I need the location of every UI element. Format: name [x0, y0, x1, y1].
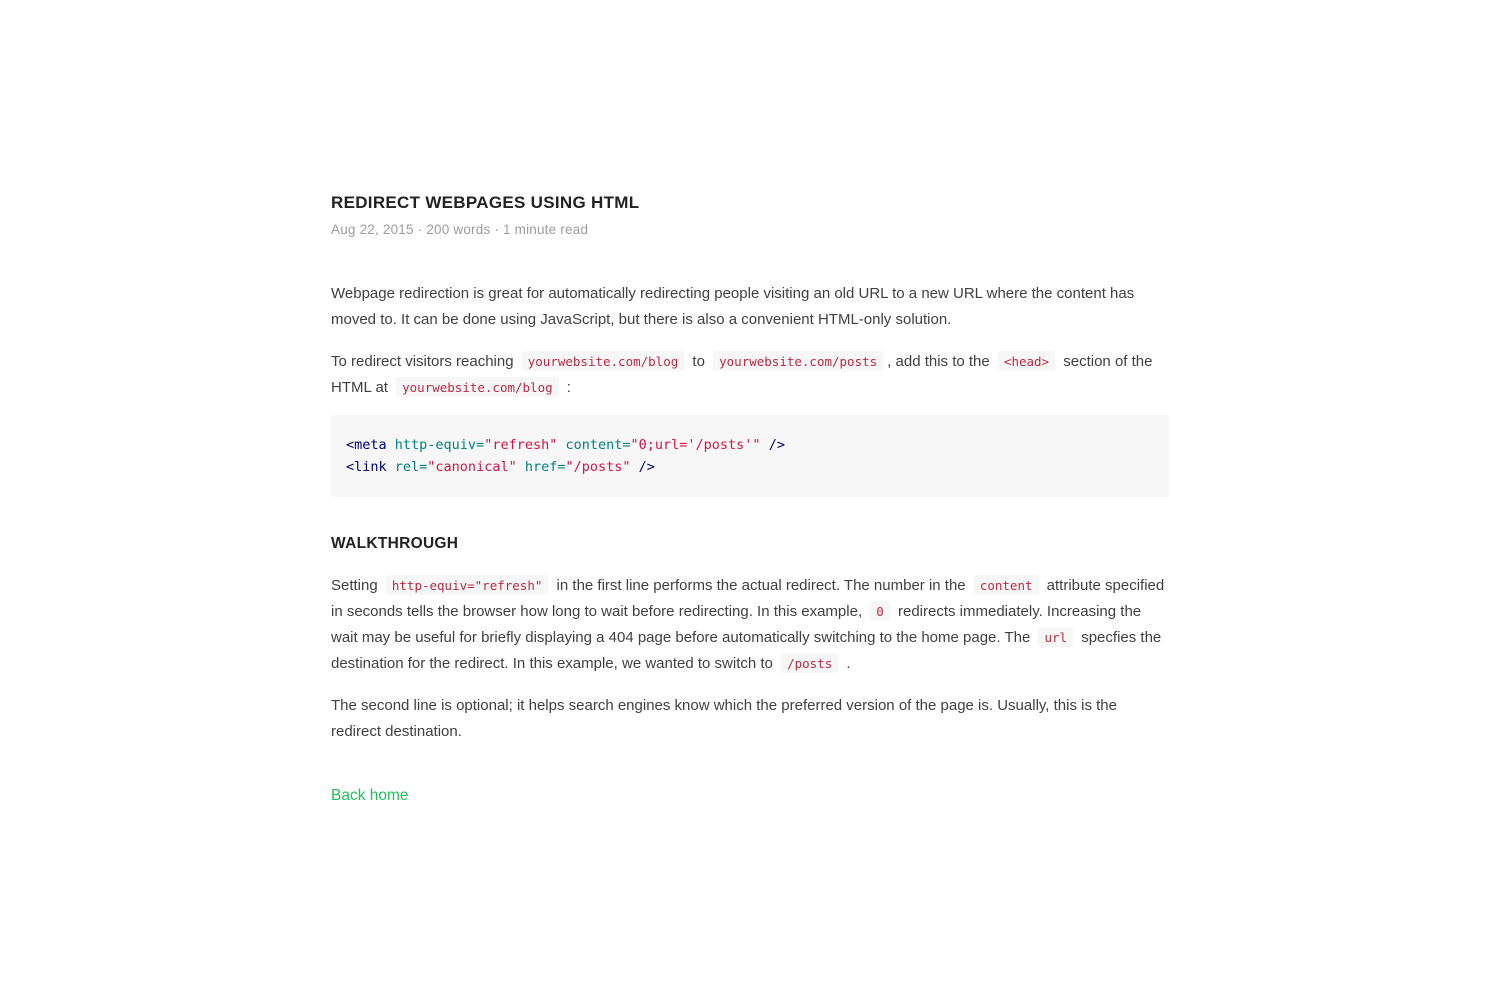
code-line: <link rel="canonical" href="/posts" />: [346, 459, 655, 475]
instruction-paragraph: To redirect visitors reaching yourwebsite.com/blog to yourwebsite.com/posts , add this to the <head> section of the HTML at yourwebsite.com/blog :: [331, 353, 1153, 396]
inline-code: http-equiv="refresh": [386, 575, 549, 595]
inline-code: url: [1038, 627, 1073, 647]
walkthrough-paragraph-2: The second line is optional; it helps search engines know which the preferred version of the page is. Usually, this is the redirect destination.: [331, 697, 1117, 740]
inline-code: /posts: [781, 653, 838, 673]
inline-code: yourwebsite.com/blog: [396, 377, 559, 397]
back-home-link[interactable]: Back home: [331, 787, 409, 804]
post-meta: Aug 22, 2015 · 200 words · 1 minute read: [331, 222, 589, 237]
post-title: REDIRECT WEBPAGES USING HTML: [331, 193, 640, 212]
inline-code: yourwebsite.com/blog: [522, 351, 685, 371]
article-page: [331, 0, 1169, 805]
code-block: [331, 415, 1169, 497]
inline-code: <head>: [998, 351, 1055, 371]
code-line: <meta http-equiv="refresh" content="0;url='/posts'" />: [346, 437, 785, 453]
walkthrough-heading: WALKTHROUGH: [331, 535, 459, 552]
inline-code: yourwebsite.com/posts: [713, 351, 883, 371]
inline-code: 0: [870, 601, 890, 621]
intro-paragraph: Webpage redirection is great for automatically redirecting people visiting an old URL to a new URL where the content has moved to. It can be done using JavaScript, but there is also a convenient HTML-only solution.: [331, 285, 1135, 328]
walkthrough-paragraph-1: Setting http-equiv="refresh" in the first line performs the actual redirect. The number in the content attribute specified in seconds tells the browser how long to wait before redirecting. In this example, 0 redirects immediately. Increasing the wait may be useful for briefly displaying a 404 page before automatically switching to the home page. The url specfies the destination for the redirect. In this example, we wanted to switch to /posts .: [331, 577, 1165, 672]
inline-code: content: [974, 575, 1039, 595]
